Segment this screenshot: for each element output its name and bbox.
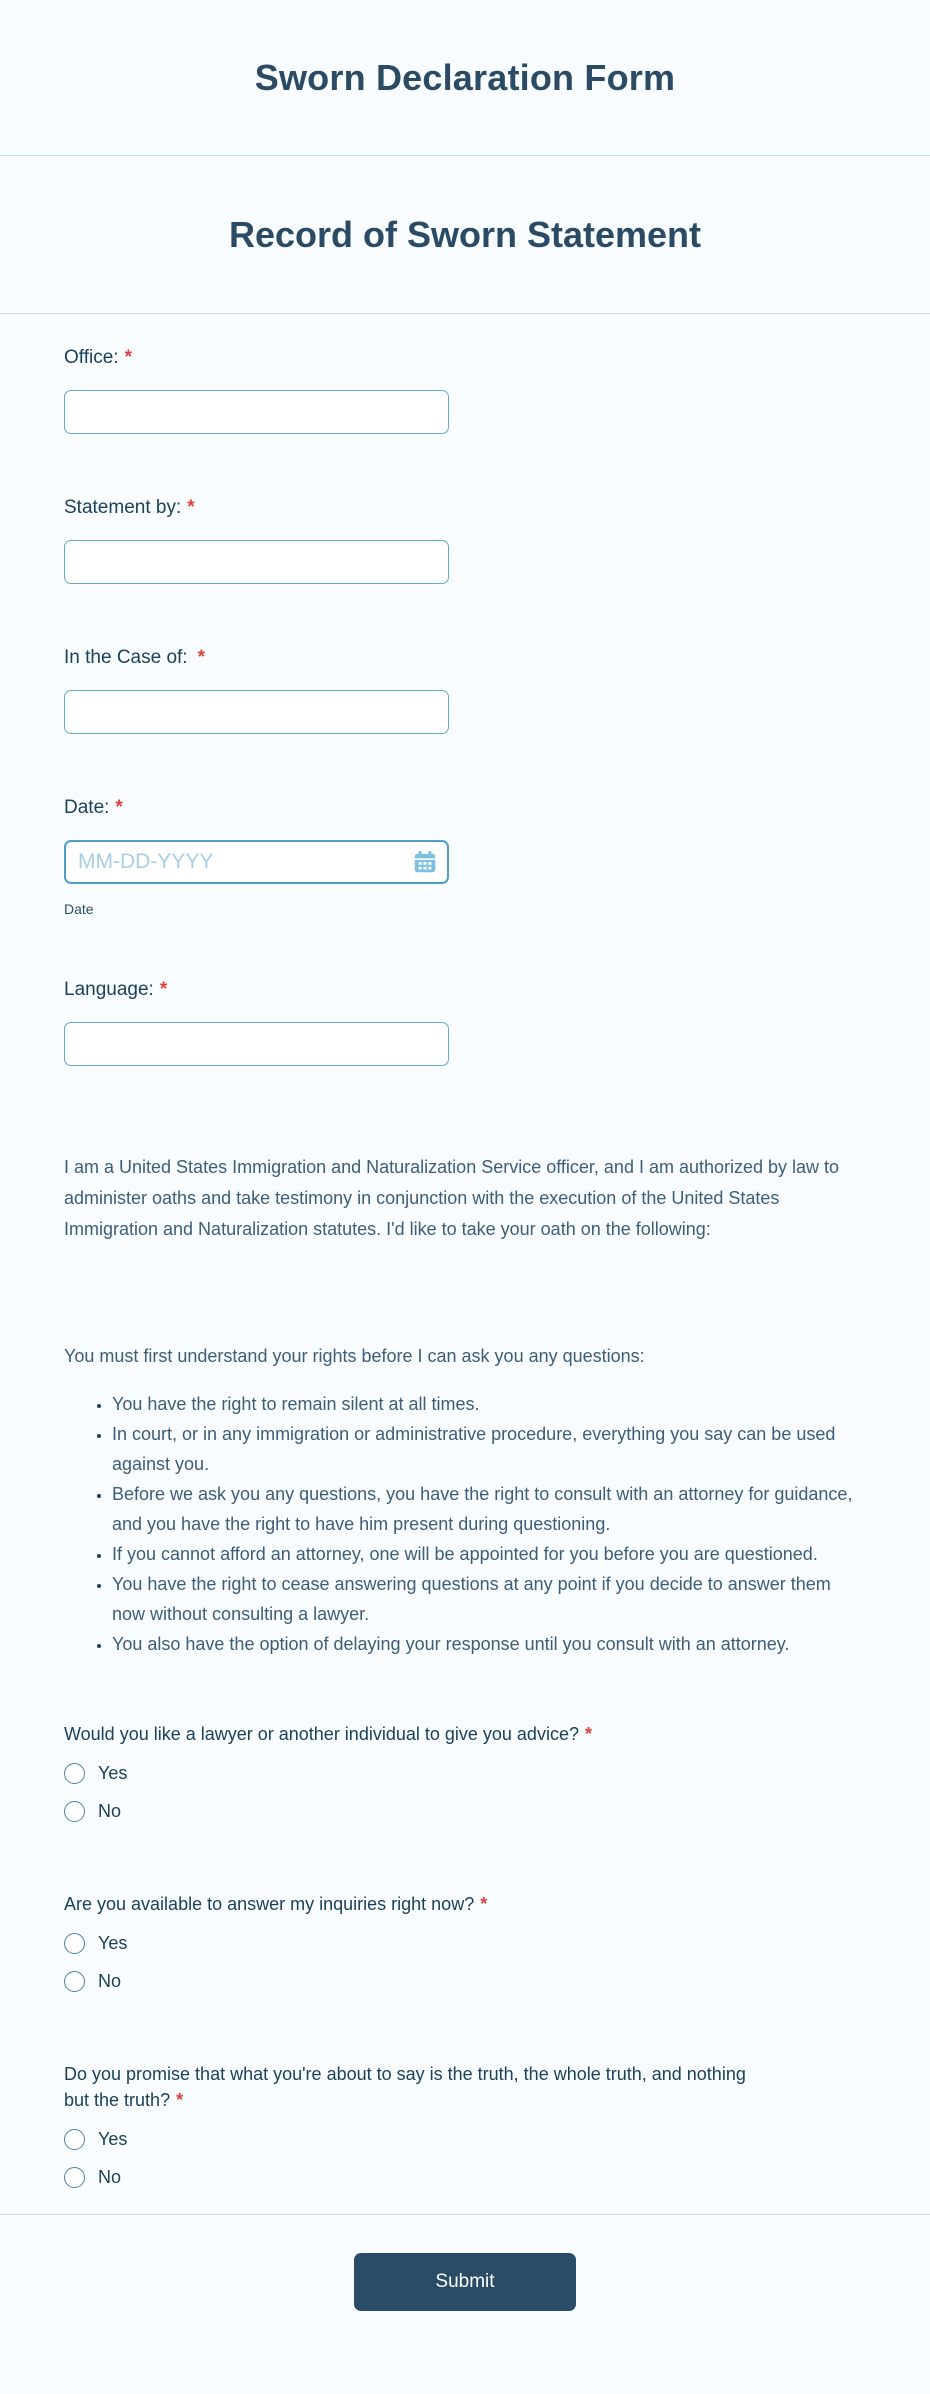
form-subtitle-section <box>0 156 930 314</box>
required-asterisk: * <box>197 647 205 668</box>
question-group-available-now <box>64 1891 866 1993</box>
required-asterisk: * <box>176 2090 184 2110</box>
rights-list-item: • You have the right to remain silent at all times. <box>112 1389 857 1419</box>
field-group-language <box>64 978 866 1066</box>
in-the-case-of-input[interactable] <box>64 690 449 734</box>
rights-list-item: • If you cannot afford an attorney, one will be appointed for you before you are questioned. <box>112 1539 857 1569</box>
field-group-statement-by <box>64 496 866 584</box>
radio-button-icon[interactable] <box>64 2129 85 2150</box>
submit-button[interactable]: Submit <box>354 2253 576 2311</box>
field-group-office <box>64 346 866 434</box>
rights-intro: You must first understand your rights before I can ask you any questions: <box>64 1346 645 1366</box>
required-asterisk: * <box>124 347 132 368</box>
required-asterisk: * <box>584 1724 592 1744</box>
radio-option-yes[interactable]: Yes <box>64 1761 127 1785</box>
rights-list-item: • In court, or in any immigration or administrative procedure, everything you say can be used against you. <box>112 1419 857 1479</box>
radio-button-icon[interactable] <box>64 2167 85 2188</box>
radio-options <box>64 2127 866 2189</box>
radio-option-no[interactable]: No <box>64 2165 121 2189</box>
rights-list <box>64 1389 866 1659</box>
field-label-date: Date: * <box>64 797 123 818</box>
radio-option-no[interactable]: No <box>64 1969 121 1993</box>
date-helper-text: Date <box>64 901 94 917</box>
radio-button-icon[interactable] <box>64 1933 85 1954</box>
question-group-lawyer-advice <box>64 1721 866 1823</box>
statement-by-input[interactable] <box>64 540 449 584</box>
field-label-statement-by: Statement by: * <box>64 497 195 518</box>
page-title: Sworn Declaration Form <box>254 56 676 98</box>
field-group-date <box>64 796 866 918</box>
date-input-wrapper <box>64 840 449 884</box>
oath-paragraph: I am a United States Immigration and Naturalization Service officer, and I am authorized by law to administer oaths and take testimony in conjunction with the execution of the United States Immigration and Naturalization statutes. I'd like to take your oath on the following: <box>64 1157 840 1239</box>
required-asterisk: * <box>480 1894 488 1914</box>
field-label-office: Office: * <box>64 347 132 368</box>
office-input[interactable] <box>64 390 449 434</box>
field-group-in-the-case-of <box>64 646 866 734</box>
radio-option-yes[interactable]: Yes <box>64 2127 127 2151</box>
required-asterisk: * <box>159 979 168 1000</box>
radio-option-yes[interactable]: Yes <box>64 1931 127 1955</box>
calendar-icon[interactable] <box>412 849 438 875</box>
required-asterisk: * <box>187 497 195 518</box>
question-label-available-now: Are you available to answer my inquiries right now? * <box>64 1894 488 1914</box>
section-heading: Record of Sworn Statement <box>228 213 702 255</box>
required-asterisk: * <box>115 797 123 818</box>
question-label-lawyer-advice: Would you like a lawyer or another individual to give you advice? * <box>64 1724 592 1744</box>
question-group-promise-truth <box>64 2061 866 2189</box>
question-label-promise-truth: Do you promise that what you're about to say is the truth, the whole truth, and nothing but the truth? * <box>64 2064 746 2110</box>
field-label-language: Language: * <box>64 979 168 1000</box>
radio-button-icon[interactable] <box>64 1971 85 1992</box>
form-body <box>0 314 930 2189</box>
radio-button-icon[interactable] <box>64 1801 85 1822</box>
radio-button-icon[interactable] <box>64 1763 85 1784</box>
form-title-section <box>0 0 930 156</box>
radio-options <box>64 1931 866 1993</box>
rights-list-item: • You also have the option of delaying your response until you consult with an attorney. <box>112 1629 857 1659</box>
language-input[interactable] <box>64 1022 449 1066</box>
field-label-in-the-case-of: In the Case of: * <box>64 647 205 668</box>
radio-options <box>64 1761 866 1823</box>
rights-list-item: • You have the right to cease answering questions at any point if you decide to answer them now without consulting a lawyer. <box>112 1569 857 1629</box>
radio-option-no[interactable]: No <box>64 1799 121 1823</box>
rights-list-item: • Before we ask you any questions, you have the right to consult with an attorney for guidance, and you have the right to have him present during questioning. <box>112 1479 857 1539</box>
form-footer <box>0 2214 930 2365</box>
date-input[interactable] <box>64 840 449 884</box>
